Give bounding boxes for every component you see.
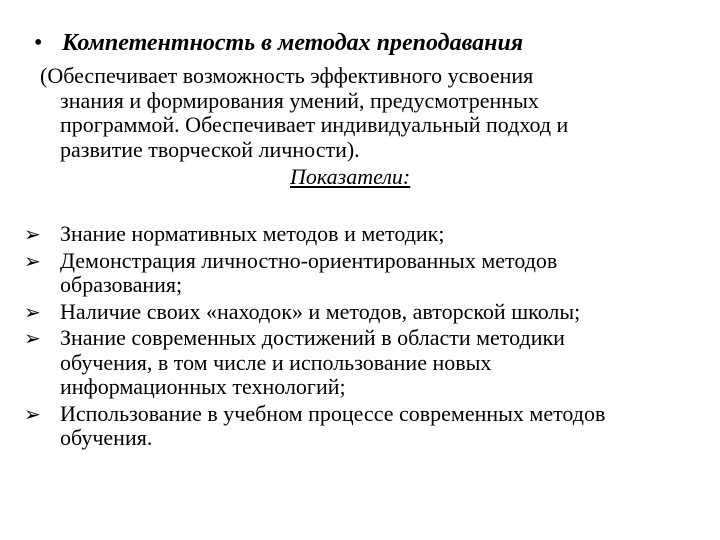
list-item-line: обучения. xyxy=(60,425,153,450)
arrow-bullet-icon: ➢ xyxy=(24,248,41,273)
arrow-bullet-icon: ➢ xyxy=(24,299,41,324)
list-item-line: информационных технологий; xyxy=(60,374,346,399)
list-item xyxy=(22,402,702,451)
list-item xyxy=(22,222,702,247)
heading-text: Компетентность в методах преподавания xyxy=(62,30,524,56)
list-item xyxy=(22,300,702,325)
intro-line: (Обеспечивает возможность эффективного усвоения xyxy=(40,63,534,88)
slide-heading xyxy=(34,28,523,58)
arrow-bullet-icon: ➢ xyxy=(24,222,41,246)
list-item-line: Знание современных достижений в области методики xyxy=(60,325,565,350)
indicators-list xyxy=(22,222,702,453)
arrow-bullet-icon: ➢ xyxy=(24,401,41,426)
list-item-line: Знание нормативных методов и методик; xyxy=(60,221,445,246)
list-item-line: Демонстрация личностно-ориентированных методов xyxy=(60,247,558,273)
intro-paragraph xyxy=(40,64,690,162)
list-item-line: образования; xyxy=(60,272,183,297)
intro-line: программой. Обеспечивает индивидуальный подход и xyxy=(60,112,569,137)
heading-bullet: • xyxy=(34,30,43,56)
list-item xyxy=(22,326,702,400)
intro-line: развитие творческой личности). xyxy=(60,136,360,162)
list-item-line: обучения, в том числе и использование новых xyxy=(60,349,492,375)
list-item-line: Наличие своих «находок» и методов, авторской школы; xyxy=(60,298,581,324)
list-item xyxy=(22,249,702,298)
arrow-bullet-icon: ➢ xyxy=(24,326,41,350)
intro-line: знания и формирования умений, предусмотренных xyxy=(60,87,539,113)
list-item-line: Использование в учебном процессе современных методов xyxy=(60,400,606,426)
indicators-label: Показатели: xyxy=(290,164,411,189)
